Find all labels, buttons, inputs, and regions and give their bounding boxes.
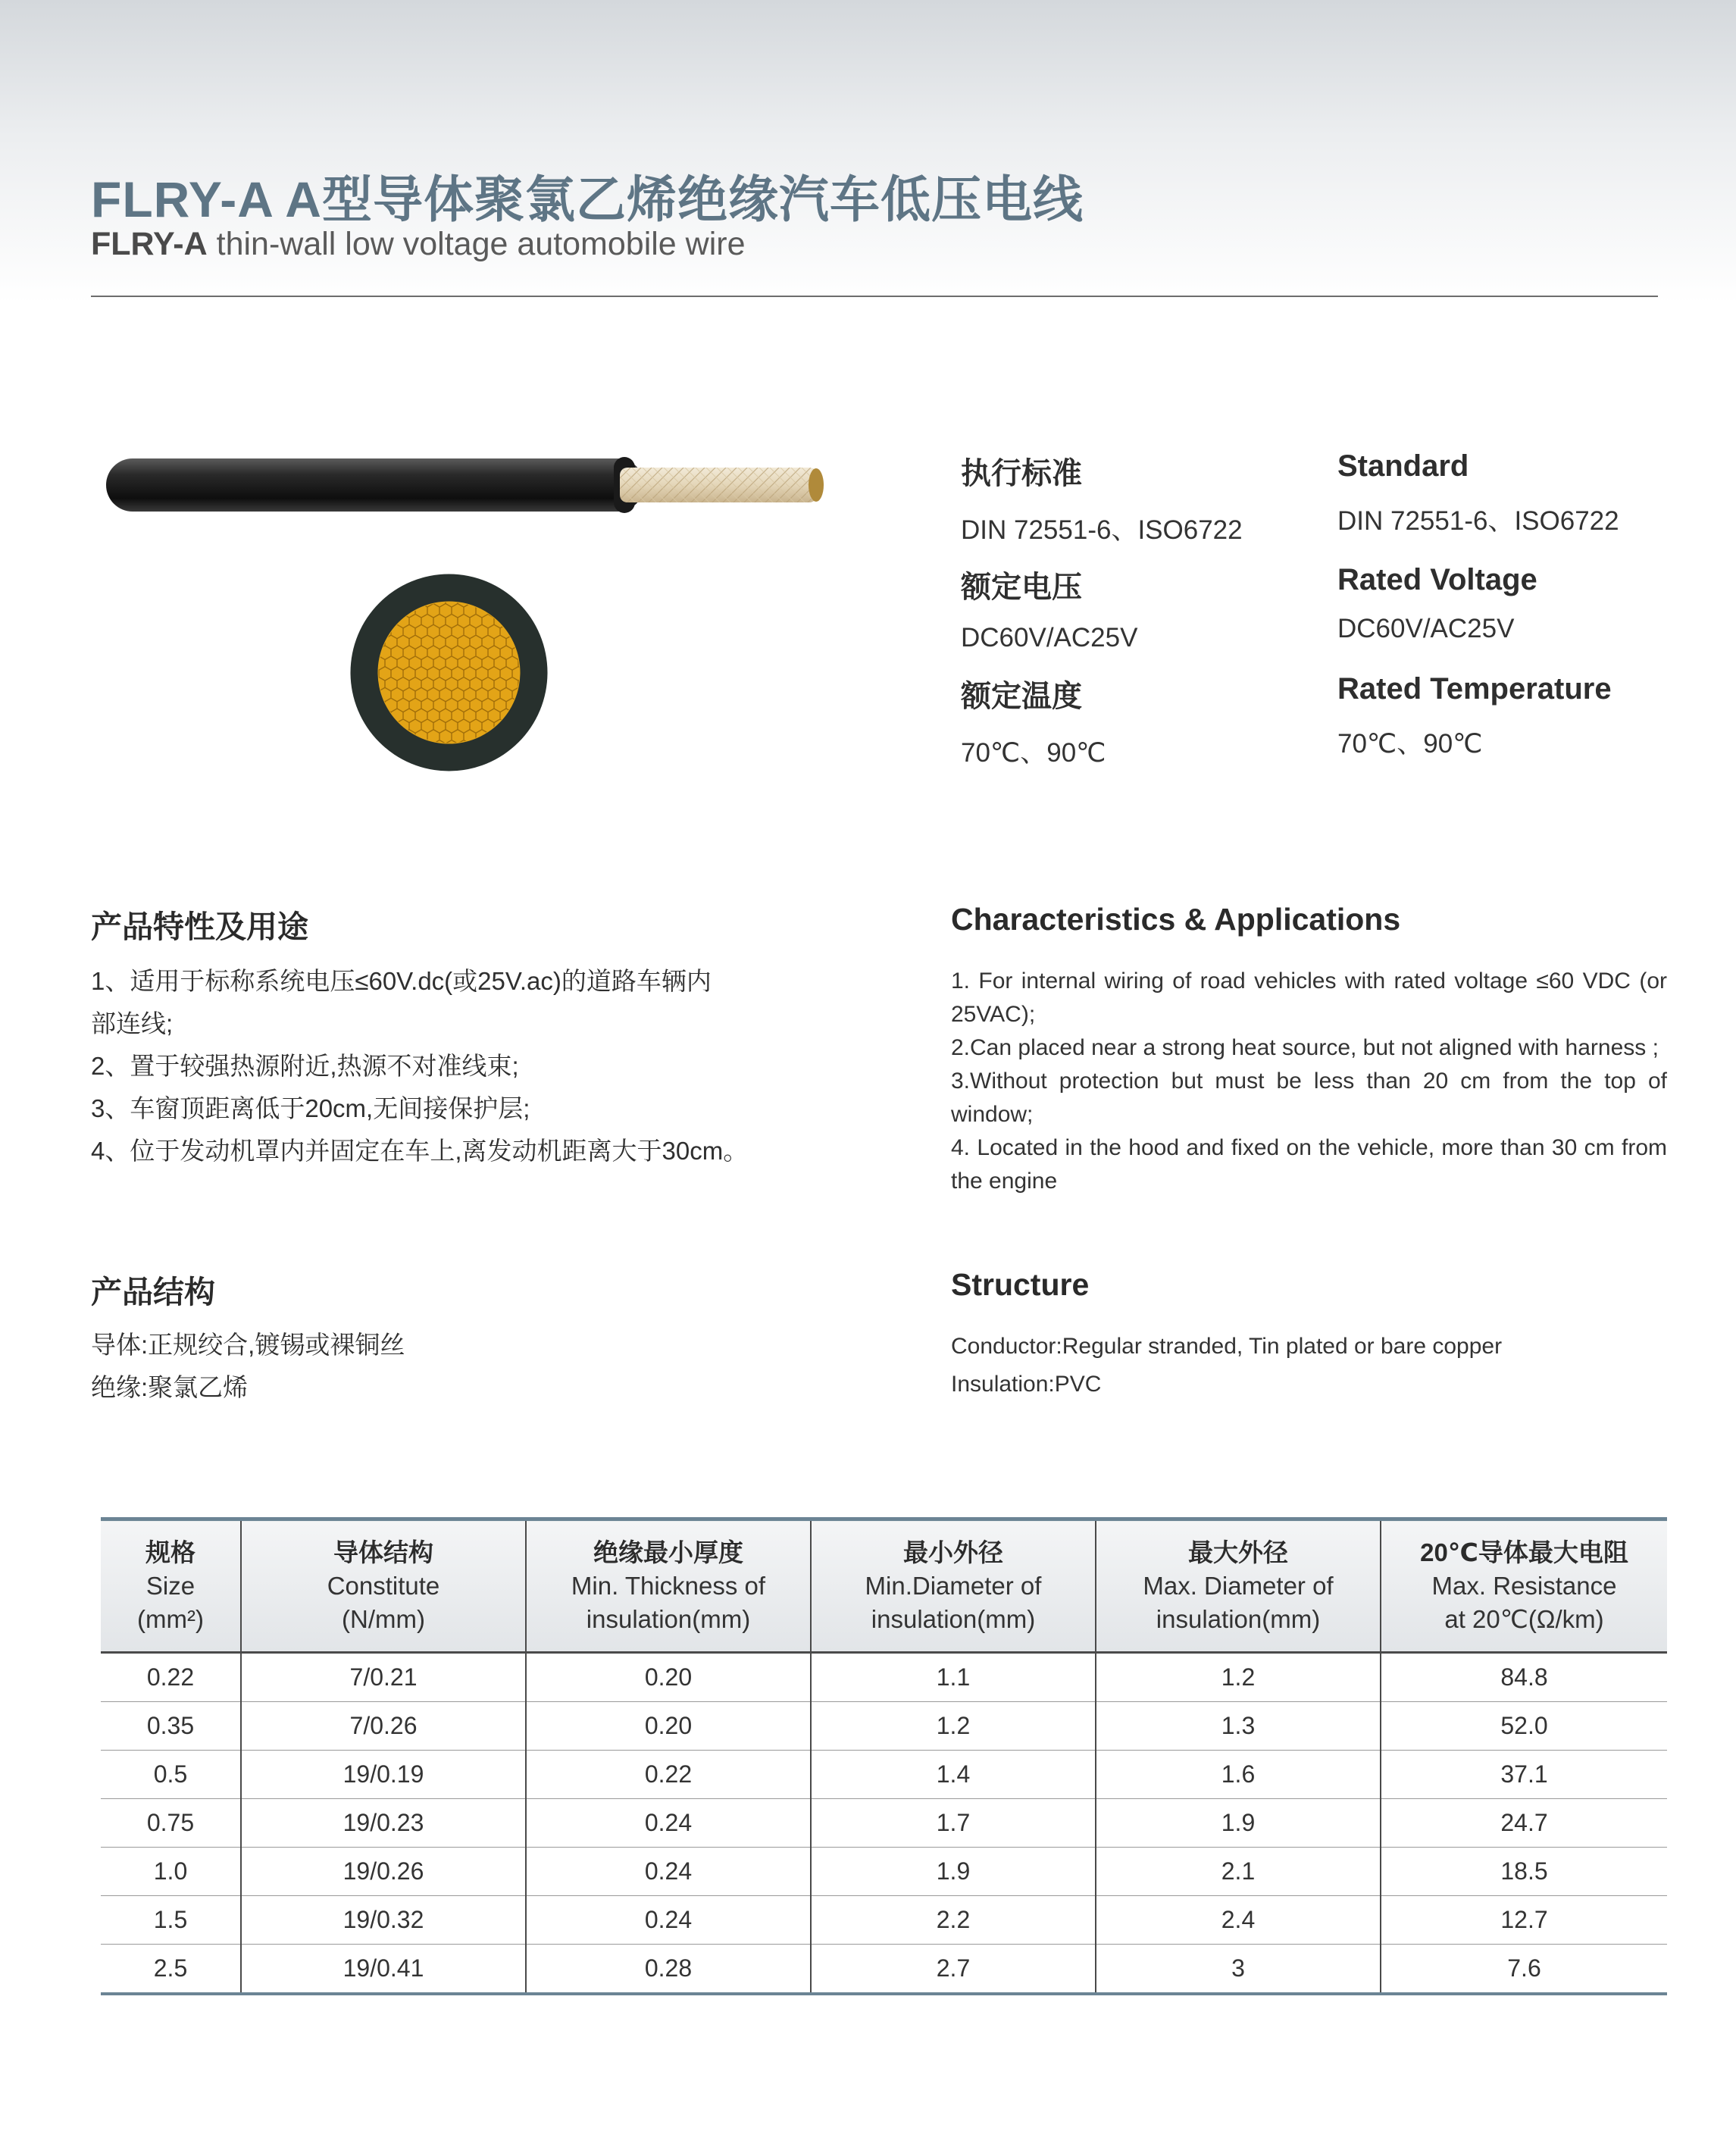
table-cell: 19/0.32	[241, 1896, 526, 1945]
table-cell: 84.8	[1381, 1653, 1667, 1702]
table-row	[101, 1945, 1667, 1995]
table-header-row	[101, 1519, 1667, 1653]
list-item: Insulation:PVC	[951, 1372, 1102, 1397]
column-header-size: 规格 Size (mm²)	[101, 1519, 241, 1653]
list-item: 1、适用于标称系统电压≤60V.dc(或25V.ac)的道路车辆内	[91, 967, 712, 995]
list-item: 3、车窗顶距离低于20cm,无间接保护层;	[91, 1094, 530, 1122]
column-header-min-diameter: 最小外径 Min.Diameter of insulation(mm)	[811, 1519, 1096, 1653]
table-cell: 1.7	[811, 1799, 1096, 1848]
table-cell: 19/0.41	[241, 1945, 526, 1995]
table-row	[101, 1848, 1667, 1896]
list-item: 部连线;	[91, 1009, 174, 1037]
column-header-constitute: 导体结构 Constitute (N/mm)	[241, 1519, 526, 1653]
column-header-max-resistance: 20℃导体最大电阻 Max. Resistance at 20℃(Ω/km)	[1381, 1519, 1667, 1653]
table-cell: 0.22	[526, 1751, 811, 1799]
table-row	[101, 1896, 1667, 1945]
spec-value: DC60V/AC25V	[961, 623, 1138, 652]
table-cell: 2.4	[1096, 1896, 1381, 1945]
spec-label: 执行标准	[961, 457, 1082, 490]
spec-label: Standard	[1337, 449, 1469, 483]
spec-label: Rated Temperature	[1337, 672, 1612, 706]
table-cell: 1.5	[101, 1896, 241, 1945]
cable-side-view-image	[106, 451, 826, 519]
characteristics-heading-cn: 产品特性及用途	[91, 909, 308, 944]
table-row	[101, 1702, 1667, 1751]
characteristics-list-cn	[91, 960, 748, 1172]
spec-value: DIN 72551-6、ISO6722	[961, 515, 1243, 545]
table-cell: 0.75	[101, 1799, 241, 1848]
spec-standard-en	[1337, 449, 1619, 538]
table-cell: 0.24	[526, 1799, 811, 1848]
list-item: 1. For internal wiring of road vehicles with rated voltage ≤60 VDC (or 25VAC);	[951, 968, 1667, 1027]
spec-label: 额定温度	[961, 680, 1082, 713]
table-cell: 1.9	[1096, 1799, 1381, 1848]
title-divider	[91, 296, 1658, 297]
spec-voltage-en	[1337, 563, 1537, 644]
table-cell: 1.4	[811, 1751, 1096, 1799]
specification-table	[101, 1517, 1667, 1995]
table-cell: 3	[1096, 1945, 1381, 1995]
table-cell: 0.20	[526, 1653, 811, 1702]
structure-heading-en: Structure	[951, 1267, 1090, 1302]
table-cell: 52.0	[1381, 1702, 1667, 1751]
table-cell: 19/0.23	[241, 1799, 526, 1848]
table-cell: 24.7	[1381, 1799, 1667, 1848]
table-cell: 0.5	[101, 1751, 241, 1799]
table-cell: 0.28	[526, 1945, 811, 1995]
column-header-max-diameter: 最大外径 Max. Diameter of insulation(mm)	[1096, 1519, 1381, 1653]
list-item: 2.Can placed near a strong heat source, but not aligned with harness ;	[951, 1035, 1659, 1060]
characteristics-list-en	[951, 965, 1667, 1198]
table-cell: 2.2	[811, 1896, 1096, 1945]
table-cell: 12.7	[1381, 1896, 1667, 1945]
table-cell: 1.2	[1096, 1653, 1381, 1702]
spec-standard-cn	[961, 449, 1243, 547]
cable-cross-section-image	[349, 572, 549, 773]
table-cell: 1.0	[101, 1848, 241, 1896]
spec-value: 70℃、90℃	[961, 738, 1106, 768]
spec-value: 70℃、90℃	[1337, 729, 1483, 759]
list-item: 导体:正规绞合,镀锡或裸铜丝	[91, 1331, 405, 1359]
table-cell: 2.5	[101, 1945, 241, 1995]
spec-value: DC60V/AC25V	[1337, 614, 1515, 643]
title-en-model: FLRY-A	[91, 226, 208, 262]
table-row	[101, 1653, 1667, 1702]
table-cell: 0.22	[146, 1663, 195, 1691]
table-cell: 1.2	[811, 1702, 1096, 1751]
spec-label: 额定电压	[961, 571, 1082, 604]
list-item: 4、位于发动机罩内并固定在车上,离发动机距离大于30cm。	[91, 1137, 749, 1165]
list-item: 绝缘:聚氯乙烯	[91, 1373, 249, 1401]
table-cell: 7.6	[1381, 1945, 1667, 1995]
table-cell: 0.24	[526, 1896, 811, 1945]
table-cell: 19/0.19	[241, 1751, 526, 1799]
title-en-desc: thin-wall low voltage automobile wire	[207, 226, 746, 262]
spec-temperature-cn	[961, 672, 1106, 770]
table-cell: 19/0.26	[241, 1848, 526, 1896]
table-cell: 0.35	[101, 1702, 241, 1751]
table-cell: 1.3	[1096, 1702, 1381, 1751]
table-cell: 1.9	[811, 1848, 1096, 1896]
list-item: 3.Without protection but must be less than 20 cm from the top of window;	[951, 1069, 1667, 1127]
spec-label: Rated Voltage	[1337, 563, 1537, 596]
table-cell: 1.1	[811, 1653, 1096, 1702]
table-cell: 0.24	[526, 1848, 811, 1896]
page-title-cn: FLRY-A A型导体聚氯乙烯绝缘汽车低压电线	[91, 171, 1084, 227]
table-cell: 7/0.21	[241, 1653, 526, 1702]
table-row	[101, 1799, 1667, 1848]
page-title-en	[91, 226, 746, 263]
spec-value: DIN 72551-6、ISO6722	[1337, 506, 1619, 536]
list-item: Conductor:Regular stranded, Tin plated or bare copper	[951, 1334, 1503, 1359]
table-cell: 18.5	[1381, 1848, 1667, 1896]
spec-voltage-cn	[961, 563, 1137, 653]
structure-list-en	[951, 1328, 1667, 1403]
table-cell: 7/0.26	[241, 1702, 526, 1751]
structure-heading-cn: 产品结构	[91, 1275, 215, 1310]
table-cell: 2.1	[1096, 1848, 1381, 1896]
list-item: 2、置于较强热源附近,热源不对准线束;	[91, 1052, 519, 1080]
structure-list-cn	[91, 1324, 405, 1409]
characteristics-heading-en: Characteristics & Applications	[951, 902, 1401, 937]
list-item: 4. Located in the hood and fixed on the vehicle, more than 30 cm from the engine	[951, 1135, 1667, 1194]
table-cell: 37.1	[1381, 1751, 1667, 1799]
table-cell: 2.7	[811, 1945, 1096, 1995]
table-row	[101, 1751, 1667, 1799]
table-cell: 1.6	[1096, 1751, 1381, 1799]
table-cell: 0.20	[526, 1702, 811, 1751]
spec-temperature-en	[1337, 672, 1612, 761]
column-header-min-thickness: 绝缘最小厚度 Min. Thickness of insulation(mm)	[526, 1519, 811, 1653]
